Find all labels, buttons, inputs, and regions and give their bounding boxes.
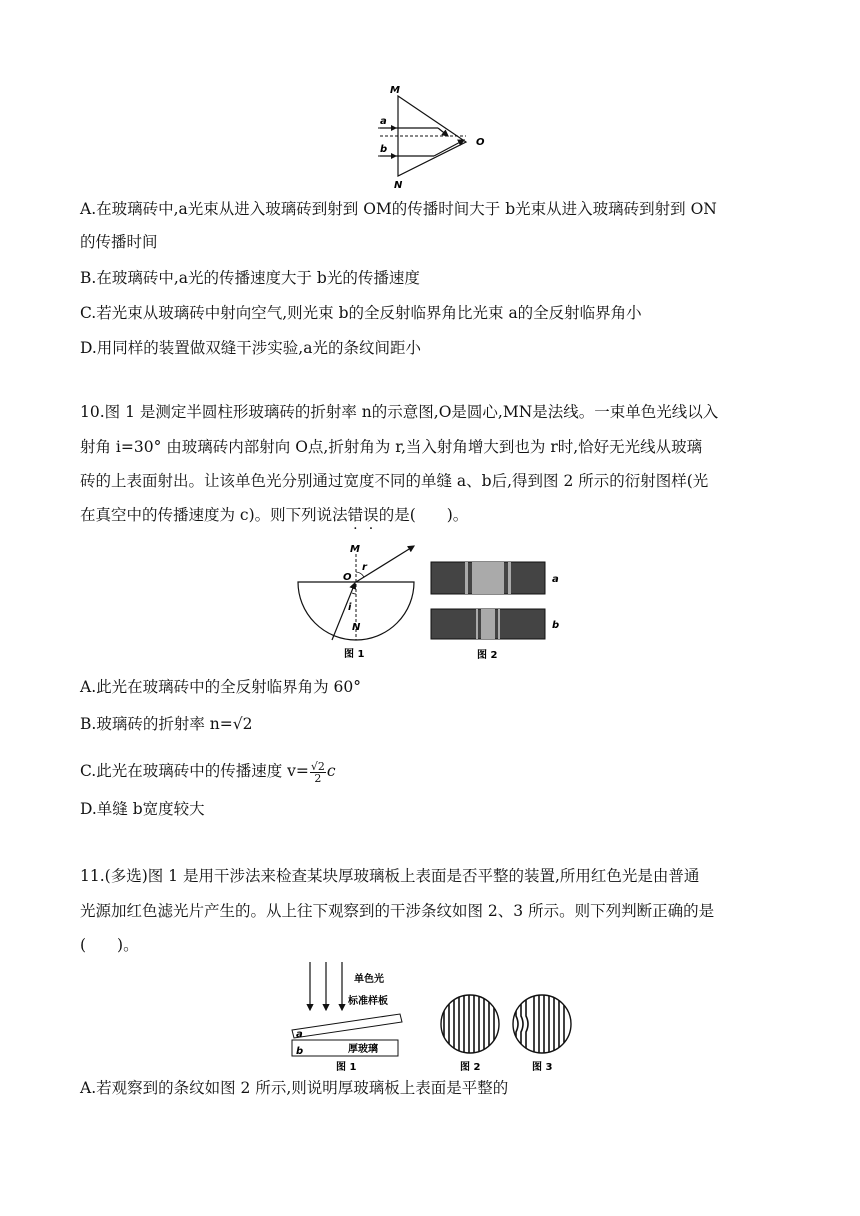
q10-figure-1 xyxy=(292,540,422,665)
q10-option-a: A.此光在玻璃砖中的全反射临界角为 60° xyxy=(80,678,362,696)
label-a: a xyxy=(380,116,387,127)
q11-stem-line2: 光源加红色滤光片产生的。从上往下观察到的干涉条纹如图 2、3 所示。则下列判断正确的是 xyxy=(80,902,715,920)
label-b: b xyxy=(296,1046,304,1057)
emphasis-char: 错 xyxy=(347,506,364,524)
q9-option-a-line2: 的传播时间 xyxy=(80,233,158,251)
fig1-caption: 图 1 xyxy=(344,649,365,660)
emphasis-char: 误 xyxy=(363,506,379,524)
plate-label: 标准样板 xyxy=(348,996,388,1007)
label-M: M xyxy=(390,85,400,96)
q11-option-a: A.若观察到的条纹如图 2 所示,则说明厚玻璃板上表面是平整的 xyxy=(80,1079,509,1097)
q11-figure-1 xyxy=(284,958,414,1076)
q9-option-a-line1: A.在玻璃砖中,a光束从进入玻璃砖到射到 OM的传播时间大于 b光束从进入玻璃砖到射到 ON xyxy=(80,200,717,218)
fig1-caption: 图 1 xyxy=(336,1062,357,1073)
label-a: a xyxy=(296,1029,303,1040)
q10-option-b: B.玻璃砖的折射率 n=√2 xyxy=(80,715,253,733)
label-O: O xyxy=(476,137,485,148)
label-i: i xyxy=(348,602,352,613)
label-r: r xyxy=(362,562,367,573)
fig3-caption: 图 3 xyxy=(532,1062,553,1073)
label-N: N xyxy=(394,180,403,191)
thick-glass xyxy=(292,1040,398,1056)
prism-diagram xyxy=(368,82,498,192)
glass-label: 厚玻璃 xyxy=(348,1044,378,1055)
q10-figure-2 xyxy=(428,558,568,666)
label-a: a xyxy=(552,574,559,585)
q10-option-c: C.此光在玻璃砖中的传播速度 v= $\frac{√2}{2}$ c xyxy=(80,759,336,785)
q10-stem-line1: 10.图 1 是测定半圆柱形玻璃砖的折射率 n的示意图,O是圆心,MN是法线。一束单色光线以入 xyxy=(80,403,719,421)
label-b: b xyxy=(552,620,560,631)
fig2-caption: 图 2 xyxy=(460,1062,481,1073)
q9-option-b: B.在玻璃砖中,a光的传播速度大于 b光的传播速度 xyxy=(80,269,420,287)
label-N: N xyxy=(352,622,361,633)
q10-stem-line3: 砖的上表面射出。让该单色光分别通过宽度不同的单缝 a、b后,得到图 2 所示的衍射图样(光 xyxy=(80,472,709,490)
q11-figure-3 xyxy=(508,992,578,1076)
label-M: M xyxy=(350,544,360,555)
q9-option-c: C.若光束从玻璃砖中射向空气,则光束 b的全反射临界角比光束 a的全反射临界角小 xyxy=(80,304,642,322)
q11-figure-2 xyxy=(436,992,506,1076)
fraction: $\frac{√2}{2}$ xyxy=(310,759,325,785)
label-b: b xyxy=(380,144,388,155)
label-O: O xyxy=(343,572,352,583)
q11-stem-line3: ( )。 xyxy=(80,936,139,954)
fig2-caption: 图 2 xyxy=(477,650,498,661)
standard-plate xyxy=(292,1014,402,1038)
q10-option-d: D.单缝 b宽度较大 xyxy=(80,800,205,818)
light-label: 单色光 xyxy=(354,974,384,985)
q9-option-d: D.用同样的装置做双缝干涉实验,a光的条纹间距小 xyxy=(80,339,421,357)
q10-stem-line2: 射角 i=30° 由玻璃砖内部射向 O点,折射角为 r,当入射角增大到也为 r时,恰好无光线从玻璃 xyxy=(80,438,703,456)
q11-stem-line1: 11.(多选)图 1 是用干涉法来检查某块厚玻璃板上表面是否平整的装置,所用红色光是由普通 xyxy=(80,867,700,885)
q10-stem-line4: 在真空中的传播速度为 c)。则下列说法错误的是( )。 xyxy=(80,506,469,524)
